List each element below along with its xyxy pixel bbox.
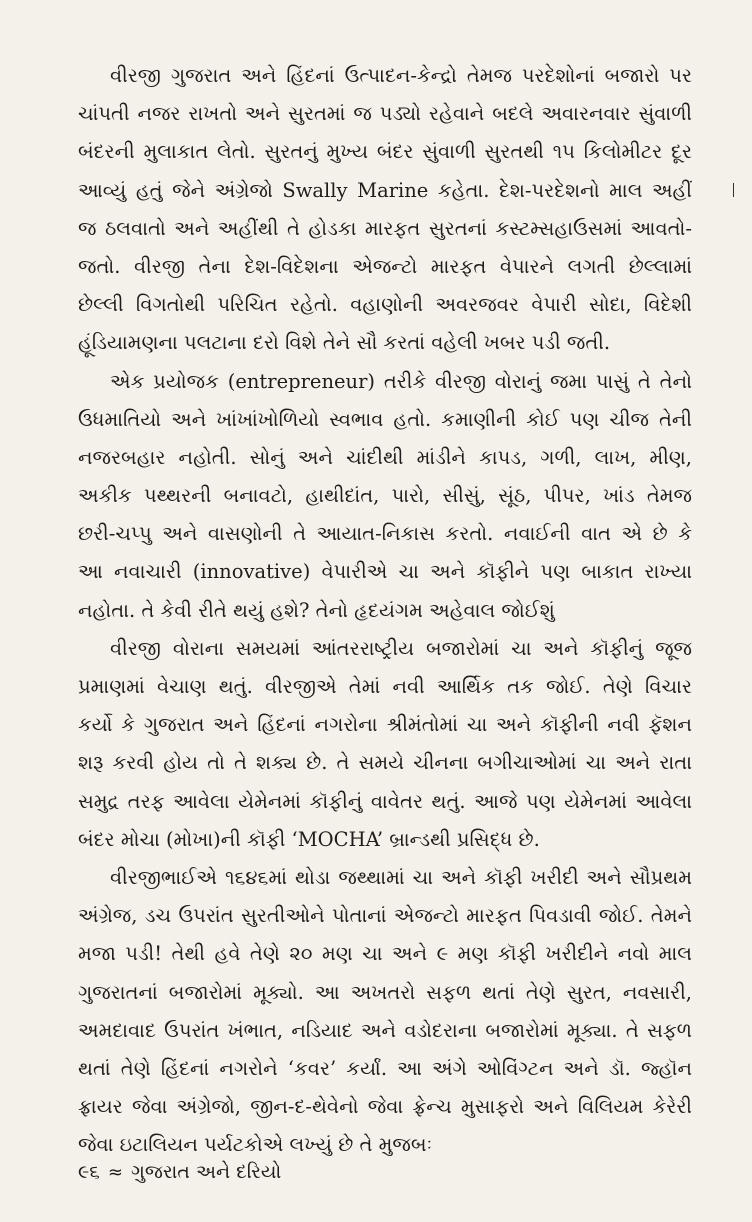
text-line: નહોતા. તે કેવી રીતે થયું હશે? તેનો હૃદયંગમ અહેવાલ જોઈશું — [78, 598, 555, 622]
page-number: ૯૬ — [78, 1161, 100, 1183]
margin-mark — [733, 183, 734, 197]
text-line: વીરજી ગુજરાત અને હિંદનાં ઉત્પાદન-કેન્દ્રો તેમજ પરદેશોનાં બજારો પર — [110, 64, 692, 87]
paragraph — [78, 363, 692, 630]
text-line: પ્રમાણમાં વેચાણ થતું. વીરજીએ તેમાં નવી આર્થિક તક જોઈ. તેણે વિચાર — [78, 675, 692, 698]
text-line: છેલ્લી વિગતોથી પરિચિત રહેતો. વહાણોની અવરજવર વેપારી સોદા, વિદેશી — [78, 293, 692, 317]
text-line: જ ઠલવાતો અને અહીંથી તે હોડકા મારફત સુરતનાં કસ્ટમ્સહાઉસમાં આવતો- — [78, 216, 692, 240]
text-line: વીરજીભાઈએ ૧૬૪૬માં થોડા જથ્થામાં ચા અને કૉફી ખરીદી અને સૌપ્રથમ — [110, 865, 692, 889]
text-line: સમુદ્ર તરફ આવેલા યેમેનમાં કૉફીનું વાવેતર થતું. આજે પણ યેમેનમાં આવેલા — [78, 789, 692, 813]
text-line: હૂંડિયામણના પલટાના દરો વિશે તેને સૌ કરતાં વહેલી ખબર પડી જતી. — [78, 331, 611, 355]
text-line: બંદરની મુલાકાત લેતો. સુરતનું મુખ્ય બંદર સુંવાળી સુરતથી ૧૫ કિલોમીટર દૂર — [78, 140, 692, 164]
text-line: જેવા ઇટાલિયન પર્યટકોએ લખ્યું છે તે મુજબઃ — [78, 1133, 433, 1157]
text-line: વીરજી વોરાના સમયમાં આંતરરાષ્ટ્રીય બજારોમાં ચા અને કૉફીનું જૂજ — [110, 636, 692, 660]
text-line: શરૂ કરવી હોય તો તે શક્ય છે. તે સમયે ચીનના બગીચાઓમાં ચા અને રાતા — [78, 751, 692, 775]
text-line: કર્યો કે ગુજરાત અને હિંદનાં નગરોના શ્રીમંતોમાં ચા અને કૉફીની નવી ફૅશન — [78, 713, 692, 737]
text-line: થતાં તેણે હિંદનાં નગરોને ‘કવર’ કર્યાં. આ અંગે ઓવિંગ્ટન અને ડૉ. જ્હૉન — [78, 1056, 692, 1080]
text-line: અકીક પથ્થરની બનાવટો, હાથીદાંત, પારો, સીસું, સૂંઠ, પીપર, ખાંડ તેમજ — [78, 484, 692, 508]
body-text — [78, 57, 692, 1164]
text-line: બંદર મોચા (મોખા)ની કૉફી ‘MOCHA’ બ્રાન્ડથી પ્રસિદ્ધ છે. — [78, 827, 540, 851]
text-line: આ નવાચારી (innovative) વેપારીએ ચા અને કૉફીને પણ બાકાત રાખ્યા — [78, 560, 692, 584]
text-line: અંગ્રેજ, ડચ ઉપરાંત સુરતીઓને પોતાનાં એજન્ટો મારફત પિવડાવી જોઈ. તેમને — [78, 904, 692, 928]
paragraph — [78, 57, 692, 363]
text-line: છરી-ચપ્પુ અને વાસણોની તે આયાત-નિકાસ કરતો. નવાઈની વાત એ છે કે — [78, 522, 692, 546]
text-line: જતો. વીરજી તેના દેશ-વિદેશના એજન્ટો મારફત વેપારને લગતી છેલ્લામાં — [78, 254, 692, 278]
text-line: મજા પડી! તેથી હવે તેણે ૨૦ મણ ચા અને ૯ મણ કૉફી ખરીદીને નવો માલ — [78, 942, 692, 966]
paragraph — [78, 859, 692, 1165]
text-line: ચાંપતી નજર રાખતો અને સુરતમાં જ પડ્યો રહેવાને બદલે અવારનવાર સુંવાળી — [78, 102, 692, 126]
text-line: ફ્રાયર જેવા અંગ્રેજો, જીન-દ-થેવેનો જેવા ફ્રેન્ચ મુસાફરો અને વિલિયમ કેરેરી — [78, 1095, 692, 1119]
text-line: આવ્યું હતું જેને અંગ્રેજો Swally Marine કહેતા. દેશ-પરદેશનો માલ અહીં — [78, 178, 692, 202]
text-line: ઉધમાતિયો અને ખાંખાંખોળિયો સ્વભાવ હતો. કમાણીની કોઈ પણ ચીજ તેની — [78, 407, 692, 431]
paragraph — [78, 630, 692, 859]
book-title: ગુજરાત અને દરિયો — [130, 1161, 282, 1183]
text-line: ગુજરાતનાં બજારોમાં મૂક્યો. આ અખતરો સફળ થતાં તેણે સુરત, નવસારી, — [78, 980, 692, 1004]
footer-separator: ≈ — [107, 1162, 123, 1183]
text-line: એક પ્રયોજક (entrepreneur) તરીકે વીરજી વોરાનું જમા પાસું તે તેનો — [110, 369, 692, 393]
page-footer — [78, 1160, 281, 1185]
text-line: નજરબહાર નહોતી. સોનું અને ચાંદીથી માંડીને કાપડ, ગળી, લાખ, મીણ, — [78, 445, 692, 469]
text-line: અમદાવાદ ઉપરાંત ખંભાત, નડિયાદ અને વડોદરાના બજારોમાં મૂક્યા. તે સફળ — [78, 1018, 692, 1042]
